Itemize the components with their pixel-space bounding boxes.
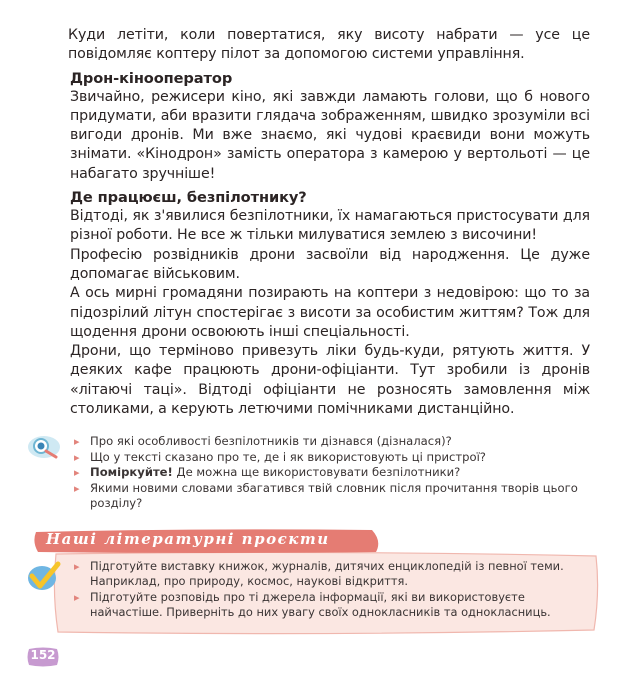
section2-paragraph-3: А ось мирні громадяни позирають на коптери з недовірою: що то за підозрілий літун спостерігає з висоти за особистим життям? Тож для щодення дрони освоюють інші спеціальності. <box>70 285 590 340</box>
question-item: ▸ Поміркуйте! Де можна ще використовувати безпілотники? <box>74 465 461 479</box>
questions-list <box>74 434 594 512</box>
section-title-where-drones-work: Де працюєш, безпілотнику? <box>70 189 307 207</box>
question-item: ▸ Що у тексті сказано про те, де і як використовують ці пристрої? <box>74 449 486 464</box>
project-item: ▸ Підготуйте виставку книжок, журналів, дитячих енциклопедій із певної теми. Наприклад, про природу, космос, наукові відкриття. <box>74 559 564 589</box>
arrow-icon: ▸ <box>74 435 80 448</box>
projects-banner-title: Наші літературні проєкти <box>46 530 330 548</box>
arrow-icon: ▸ <box>74 466 80 479</box>
section1-paragraph: Звичайно, режисери кіно, які завжди ламають голови, що б нового придумати, аби вразити глядача зображенням, швидко зрозуміли всі вигоди дронів. Ми вже знаємо, які чудові краєвиди вони можуть знімати. «Кінодрон» замість оператора з камерою у вертольоті — це набагато зручніше! <box>70 88 590 182</box>
section-title-drone-cameraman: Дрон-кінооператор <box>70 69 233 87</box>
projects-list <box>74 559 584 620</box>
section2-paragraph-4: Дрони, що терміново привезуть ліки будь-куди, рятують життя. У деяких кафе працюють дрони-офіціанти. Тут зробили із дронів «літаючі таці». Відтоді офіціанти не розносять замовлення між столиками, а керують летючими помічниками дистанційно. <box>70 343 590 418</box>
section2-paragraph-2: Професію розвідників дрони засвоїли від народження. Це дуже допомагає військовим. <box>70 246 590 282</box>
arrow-icon: ▸ <box>74 450 80 464</box>
intro-paragraph: Куди летіти, коли повертатися, яку висоту набрати — усе це повідомляє коптеру пілот за допомогою системи управління. <box>68 27 590 63</box>
article-body <box>68 26 590 419</box>
arrow-icon: ▸ <box>74 560 80 573</box>
arrow-icon: ▸ <box>74 590 80 604</box>
magnifier-eye-icon <box>26 434 62 460</box>
checkmark-icon <box>26 560 62 592</box>
section2-paragraph-1: Відтоді, як з'явилися безпілотники, їх намагаються пристосувати для різної роботи. Не все ж тільки милуватися землею з височини! <box>70 208 590 244</box>
project-item: ▸ Підготуйте розповідь про ті джерела інформації, які ви використовуєте найчастіше. Приверніть до них увагу своїх однокласників та однокласниць. <box>74 589 551 619</box>
arrow-icon: ▸ <box>74 481 80 495</box>
question-item: ▸ Якими новими словами збагатився твій словник після прочитання творів цього розділу? <box>74 480 578 510</box>
question-item: ▸ Про які особливості безпілотників ти дізнався (дізналася)? <box>74 434 452 448</box>
page-number: 152 <box>30 648 56 662</box>
